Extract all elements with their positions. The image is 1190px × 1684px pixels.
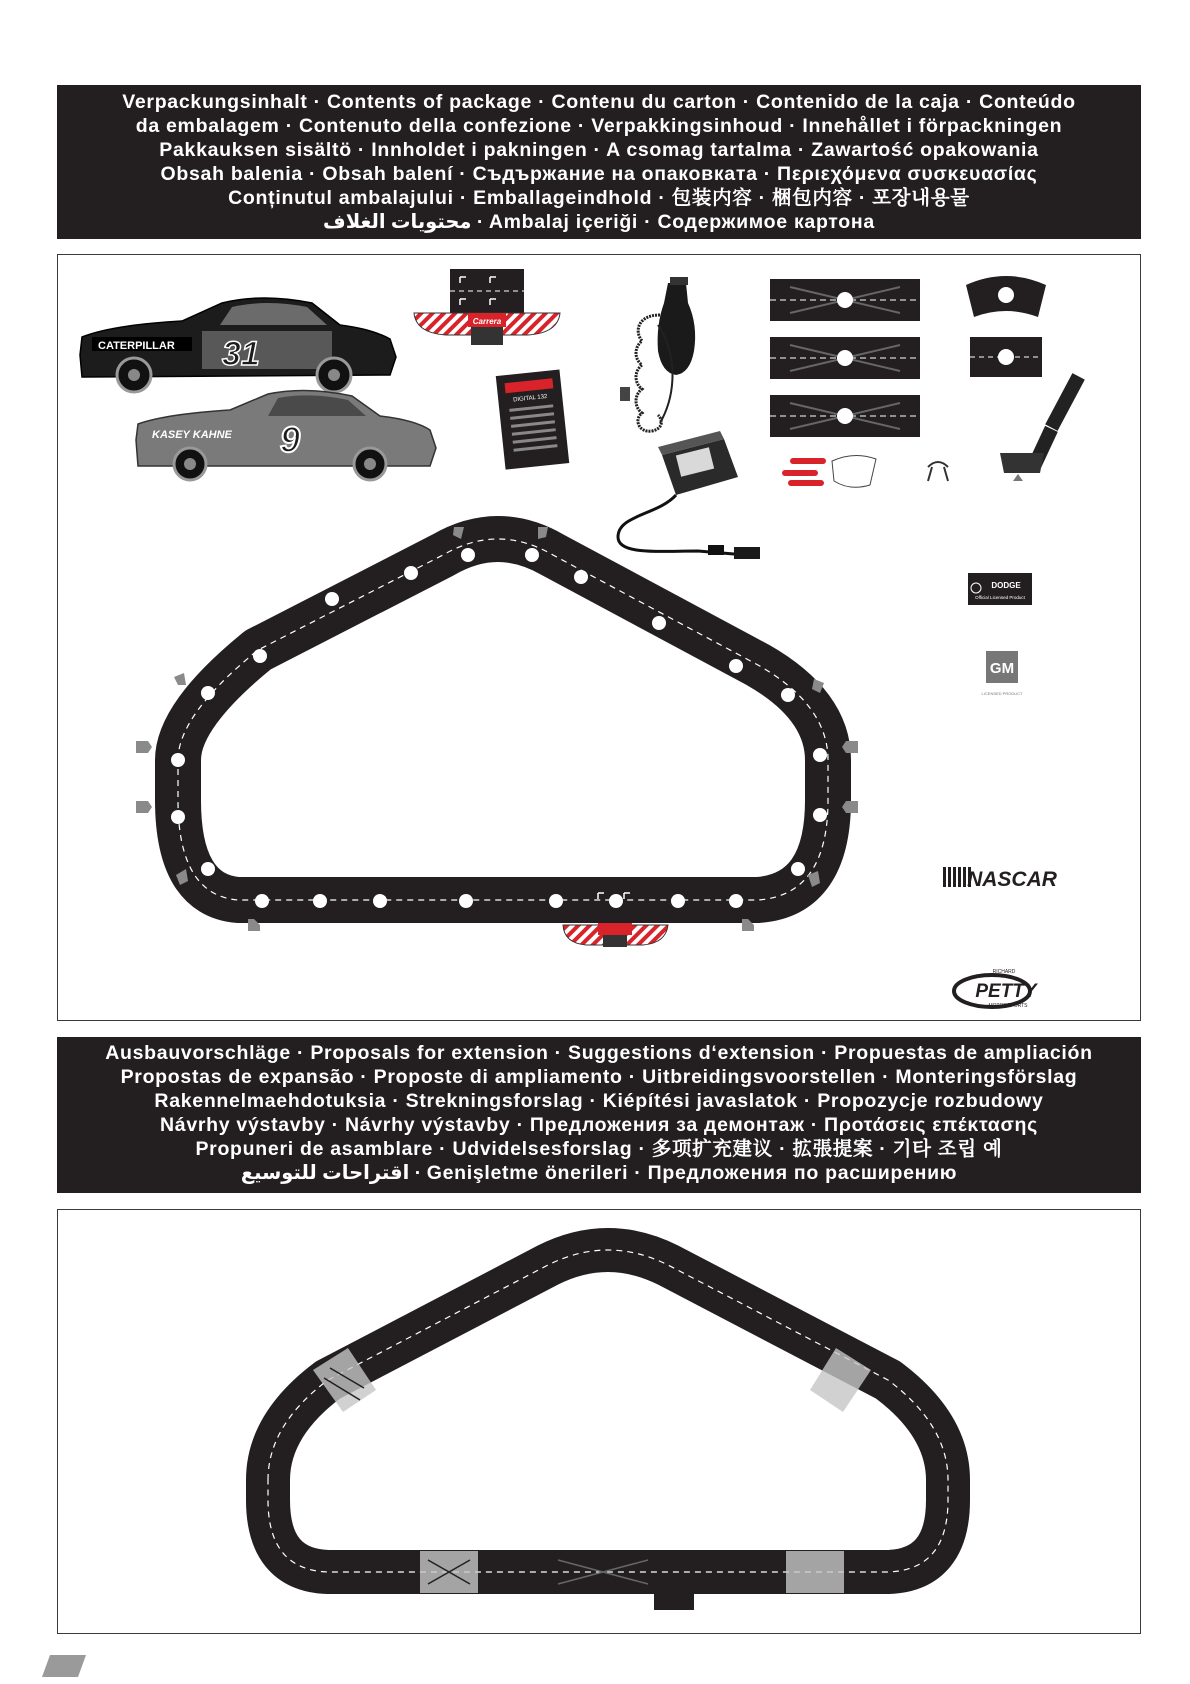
track-support-post bbox=[1000, 373, 1085, 481]
header-line: Pakkauksen sisältö · Innholdet i pakningen · A csomag tartalma · Zawartość opakowania bbox=[159, 139, 1039, 161]
petty-logo bbox=[954, 969, 1039, 1009]
dodge-logo-text: DODGE bbox=[991, 581, 1021, 590]
header-line: Propuneri de asamblare · Udvidelsesforslag · 多项扩充建议 · 拡張提案 · 기타 조립 예 bbox=[195, 1138, 1003, 1160]
gm-logo-subtext: LICENSED PRODUCT bbox=[981, 691, 1023, 696]
dodge-logo bbox=[968, 573, 1032, 605]
extended-oval-track bbox=[268, 1250, 948, 1610]
petty-logo-text: PETTY bbox=[975, 981, 1037, 1002]
short-straight-track-piece bbox=[970, 337, 1042, 377]
instruction-manual bbox=[496, 369, 569, 469]
car-number: 31 bbox=[222, 335, 260, 373]
car-9-image bbox=[136, 390, 436, 480]
spare-parts bbox=[782, 455, 948, 487]
header-line: Propostas de expansão · Proposte di ampliamento · Uitbreidingsvoorstellen · Monteringsförslag bbox=[120, 1066, 1078, 1088]
curve-track-piece bbox=[966, 276, 1046, 317]
header-line: Obsah balenia · Obsah balení · Съдържание на опаковката · Περιεχόμενα συσκευασίας bbox=[160, 163, 1038, 185]
dodge-logo-subtext: Official Licensed Product bbox=[975, 595, 1025, 600]
petty-logo-top: RICHARD bbox=[992, 969, 1016, 975]
manual-title: DIGITAL 132 bbox=[512, 393, 548, 404]
carrera-logo: Carrera bbox=[472, 317, 502, 326]
extension-header bbox=[57, 1037, 1141, 1193]
header-line: اقتراحات للتوسيع · Genişletme önerileri · Предложения по расширению bbox=[240, 1162, 958, 1184]
hand-controller bbox=[620, 277, 695, 431]
header-line: Ausbauvorschläge · Proposals for extension · Suggestions d‘extension · Propuestas de ampliación bbox=[105, 1042, 1093, 1064]
car-sponsor-text: CATERPILLAR bbox=[98, 340, 175, 352]
header-line: محتويات الغلاف · Ambalaj içeriği · Содержимое картона bbox=[323, 211, 875, 233]
header-line: Rakennelmaehdotuksia · Strekningsforslag · Kiépítési javaslatok · Propozycje rozbudowy bbox=[154, 1090, 1044, 1112]
start-finish-track-piece bbox=[414, 269, 560, 345]
header-line: da embalagem · Contenuto della confezione · Verpakkingsinhoud · Innehållet i förpackningen bbox=[135, 115, 1063, 137]
extension-proposal-panel bbox=[57, 1209, 1141, 1634]
package-contents-panel bbox=[57, 254, 1141, 1021]
header-line: Návrhy výstavby · Návrhy výstavby · Предложения за демонтаж · Προτάσεις επέκτασης bbox=[160, 1114, 1038, 1136]
nascar-logo-text: NASCAR bbox=[967, 868, 1057, 891]
header-line: Verpackungsinhalt · Contents of package · Contenu du carton · Contenido de la caja · Conteúdo bbox=[122, 91, 1076, 113]
car-number: 9 bbox=[280, 419, 301, 460]
oval-race-track bbox=[136, 527, 858, 947]
nascar-logo bbox=[943, 867, 1058, 891]
extended-track-layout bbox=[58, 1210, 1142, 1635]
petty-logo-bottom: MOTORSPORTS bbox=[988, 1003, 1028, 1009]
power-supply bbox=[618, 431, 760, 559]
contents-header bbox=[57, 85, 1141, 239]
car-31-image bbox=[80, 298, 396, 392]
package-contents-illustration bbox=[58, 255, 1142, 1022]
car-sponsor-text: KASEY KAHNE bbox=[152, 429, 232, 441]
gm-logo-text: GM bbox=[989, 660, 1015, 677]
gm-logo bbox=[982, 651, 1023, 696]
page-corner-mark bbox=[42, 1655, 86, 1677]
header-line: Conținutul ambalajului · Emballageindhold · 包装内容 · 梱包内容 · 포장내용물 bbox=[228, 187, 970, 209]
lane-change-track-pieces bbox=[770, 279, 920, 437]
